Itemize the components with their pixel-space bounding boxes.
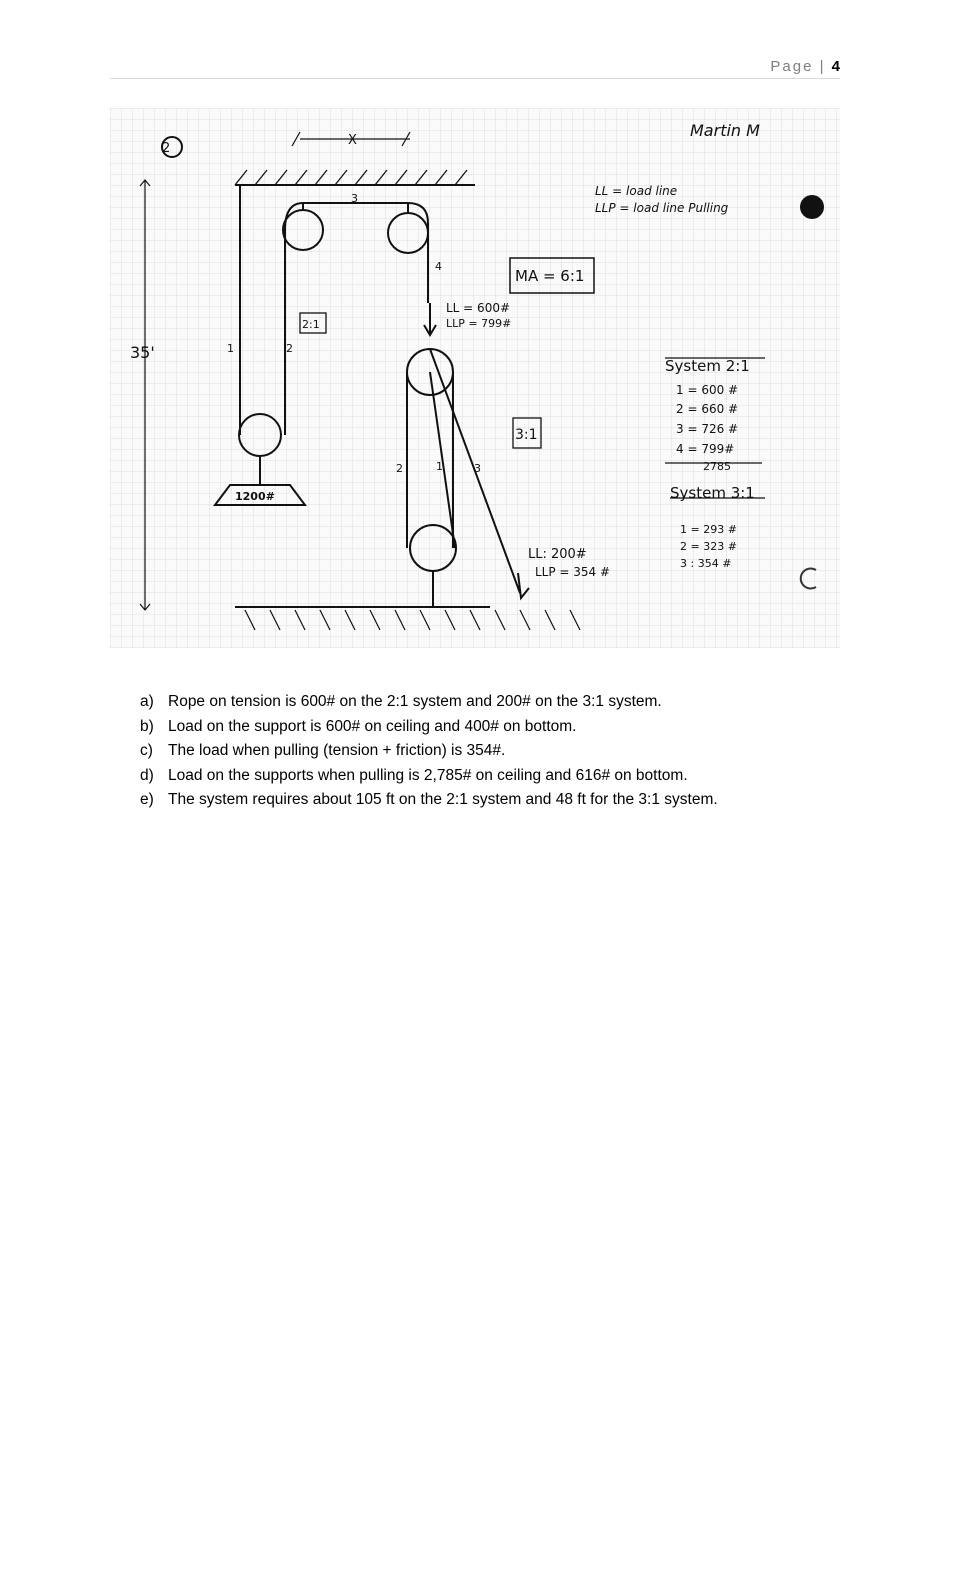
pulley-diagram-photo xyxy=(110,108,840,648)
problem-number: 2 xyxy=(162,141,171,156)
rope-label: 2 xyxy=(396,462,403,475)
system-2-1-total: 2785 xyxy=(703,460,731,473)
answer-text: Rope on tension is 600# on the 2:1 system and 200# on the 3:1 system. xyxy=(168,693,662,710)
ll-3-1: LL: 200# xyxy=(528,547,587,562)
answer-label: c) xyxy=(140,742,153,759)
answer-item xyxy=(140,690,718,715)
system-3-1-line: 1 = 293 # xyxy=(680,523,737,536)
answer-text: Load on the support is 600# on ceiling and 400# on bottom. xyxy=(168,717,577,735)
system-3-1-title: System 3:1 xyxy=(670,484,755,502)
answer-label: d) xyxy=(140,766,154,784)
legend-llp: LLP = load line Pulling xyxy=(595,201,729,215)
legend-ll: LL = load line xyxy=(595,184,678,198)
rope-label: 3 xyxy=(474,462,481,475)
llp-3-1: LLP = 354 # xyxy=(535,565,611,579)
llp-2-1: LLP = 799# xyxy=(446,317,512,330)
answer-label: e) xyxy=(140,791,154,808)
page-number: 4 xyxy=(831,58,840,75)
system-3-1-line: 3 : 354 # xyxy=(680,557,732,570)
answer-text: The load when pulling (tension + friction) is 354#. xyxy=(168,742,506,759)
ma-label: MA = 6:1 xyxy=(515,267,585,285)
height-label: 35' xyxy=(130,343,155,362)
answer-item xyxy=(140,788,718,813)
system-2-1-line: 3 = 726 # xyxy=(676,422,739,436)
answer-text: Load on the supports when pulling is 2,785# on ceiling and 616# on bottom. xyxy=(168,766,688,784)
page-label: Page xyxy=(770,58,814,75)
system-2-1-line: 2 = 660 # xyxy=(676,402,739,416)
answer-list xyxy=(140,690,718,813)
span-label: X xyxy=(348,133,357,148)
answer-text: The system requires about 105 ft on the 2:1 system and 48 ft for the 3:1 system. xyxy=(168,791,718,808)
rope-label: 1 xyxy=(227,342,234,355)
ll-2-1: LL = 600# xyxy=(446,301,511,315)
header-divider xyxy=(110,78,840,79)
system-2-1-title: System 2:1 xyxy=(665,357,750,375)
answer-item xyxy=(140,715,718,740)
answer-item xyxy=(140,764,718,789)
load-label: 1200# xyxy=(235,490,275,503)
rope-label: 3 xyxy=(351,192,358,205)
system-2-1-box: 2:1 xyxy=(302,318,320,331)
system-2-1-line: 4 = 799# xyxy=(676,442,735,456)
system-3-1-line: 2 = 323 # xyxy=(680,540,737,553)
page-header: Page | 4 xyxy=(770,58,840,75)
answer-label: a) xyxy=(140,693,154,710)
rope-label: 2 xyxy=(286,342,293,355)
answer-label: b) xyxy=(140,717,154,735)
binder-hole-dot xyxy=(800,195,824,219)
author-signature: Martin M xyxy=(690,121,760,140)
system-2-1-line: 1 = 600 # xyxy=(676,383,739,397)
rope-label: 1 xyxy=(436,460,443,473)
system-3-1-box: 3:1 xyxy=(515,427,538,443)
rope-label: 4 xyxy=(435,260,442,273)
answer-item xyxy=(140,739,718,764)
